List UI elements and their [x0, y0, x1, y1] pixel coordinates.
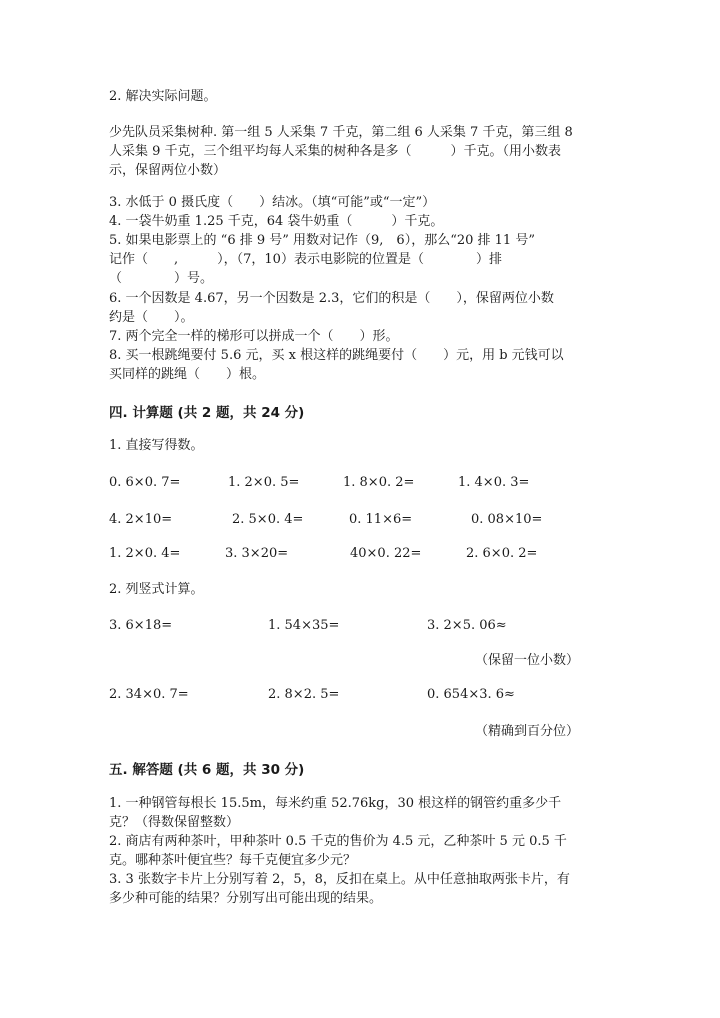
problem-3-line-2: 多少种可能的结果？分别写出可能出现的结果。 [109, 891, 383, 906]
problem-3-line-1: 3. 3 张数字卡片上分别写着 2，5，8，反扣在桌上。从中任意抽取两张卡片，有 [109, 872, 570, 887]
problem-1-line-2: 克？（得数保留整数） [109, 815, 240, 830]
section-4-sub-1: 1. 直接写得数。 [109, 438, 204, 453]
vertical-calc-item: 3. 2×5. 06≈ [427, 618, 507, 633]
calc-item: 0. 11×6= [349, 512, 413, 527]
calc-item: 1. 2×0. 5= [228, 475, 300, 490]
question-7: 7. 两个完全一样的梯形可以拼成一个（ ）形。 [109, 329, 399, 344]
section-5-heading: 五. 解答题 (共 6 题，共 30 分) [109, 762, 305, 778]
question-5-line-2: 记作（ , ），（7，10）表示电影院的位置是（ ）排 [109, 252, 502, 267]
question-6-line-2: 约是（ ）。 [109, 310, 194, 325]
calc-item: 4. 2×10= [109, 512, 173, 527]
question-3: 3. 水低于 0 摄氏度（ ）结冰。（填“可能”或“一定”） [109, 195, 436, 210]
rounding-note: （保留一位小数） [475, 653, 580, 668]
vertical-calc-item: 0. 654×3. 6≈ [427, 687, 515, 702]
vertical-calc-item: 2. 8×2. 5= [268, 687, 340, 702]
question-5-line-1: 5. 如果电影票上的 “6 排 9 号” 用数对记作（9, 6），那么“20 排 11 号” [109, 233, 535, 248]
calc-item: 2. 6×0. 2= [466, 546, 538, 561]
fill-in-intro: 2. 解决实际问题。 [109, 89, 217, 104]
calc-item: 0. 08×10= [471, 512, 543, 527]
question-seed-line-1: 少先队员采集树种. 第一组 5 人采集 7 千克，第二组 6 人采集 7 千克，第三组 8 [109, 125, 573, 140]
calc-item: 2. 5×0. 4= [232, 512, 304, 527]
question-5-line-3: （ ）号。 [109, 271, 214, 286]
question-seed-line-2: 人采集 9 千克，三个组平均每人采集的树种各是多（ ）千克。（用小数表 [109, 144, 562, 159]
calc-item: 40×0. 22= [350, 546, 422, 561]
question-4: 4. 一袋牛奶重 1.25 千克，64 袋牛奶重（ ）千克。 [109, 214, 444, 229]
question-8-line-1: 8. 买一根跳绳要付 5.6 元，买 x 根这样的跳绳要付（ ）元，用 b 元钱可以 [109, 348, 564, 363]
rounding-note: （精确到百分位） [475, 724, 580, 739]
calc-item: 1. 2×0. 4= [109, 546, 181, 561]
question-seed-line-3: 示，保留两位小数） [109, 163, 227, 178]
vertical-calc-item: 3. 6×18= [109, 618, 173, 633]
calc-item: 1. 4×0. 3= [458, 475, 530, 490]
problem-2-line-1: 2. 商店有两种茶叶，甲种茶叶 0.5 千克的售价为 4.5 元，乙种茶叶 5 元 0.5 千 [109, 834, 567, 849]
calc-item: 3. 3×20= [225, 546, 289, 561]
vertical-calc-item: 1. 54×35= [268, 618, 340, 633]
problem-2-line-2: 克。哪种茶叶便宜些？每千克便宜多少元？ [109, 853, 357, 868]
problem-1-line-1: 1. 一种钢管每根长 15.5m，每米约重 52.76kg，30 根这样的钢管约重多少千 [109, 796, 562, 811]
calc-item: 1. 8×0. 2= [343, 475, 415, 490]
question-8-line-2: 买同样的跳绳（ ）根。 [109, 367, 266, 382]
calc-item: 0. 6×0. 7= [109, 475, 181, 490]
question-6-line-1: 6. 一个因数是 4.67，另一个因数是 2.3，它们的积是（ ），保留两位小数 [109, 291, 554, 306]
vertical-calc-item: 2. 34×0. 7= [109, 687, 189, 702]
section-4-sub-2: 2. 列竖式计算。 [109, 582, 204, 597]
section-4-heading: 四. 计算题 (共 2 题，共 24 分) [109, 405, 305, 421]
